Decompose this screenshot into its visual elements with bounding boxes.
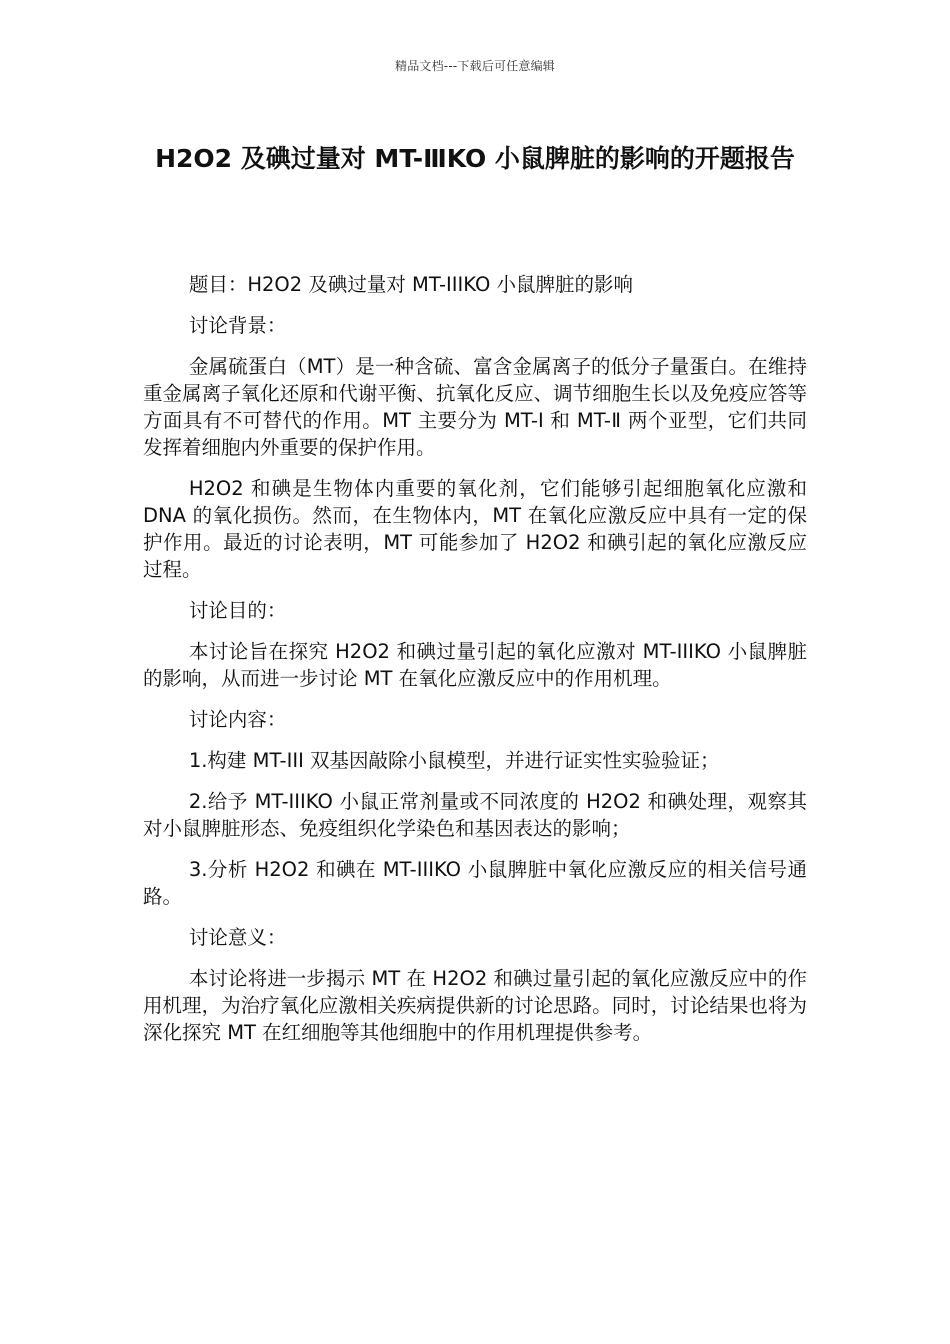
topic-line: 题目：H2O2 及碘过量对 MT-IIIKO 小鼠脾脏的影响 [188, 273, 634, 296]
section-heading-purpose: 讨论目的： [188, 599, 287, 622]
document-body [143, 271, 807, 1060]
paragraph-purpose: 本讨论旨在探究 H2O2 和碘过量引起的氧化应激对 MT-IIIKO 小鼠脾脏的影响，从而进一步讨论 MT 在氧化应激反应中的作用机理。 [143, 640, 807, 690]
paragraph-background-oxidants: H2O2 和碘是生物体内重要的氧化剂，它们能够引起细胞氧化应激和 DNA 的氧化损伤。然而，在生物体内，MT 在氧化应激反应中具有一定的保护作用。最近的讨论表明，MT 可能参加了 H2O2 和碘引起的氧化应激反应过程。 [143, 477, 807, 581]
paragraph-background-mt: 金属硫蛋白（MT）是一种含硫、富含金属离子的低分子量蛋白。在维持重金属离子氧化还原和代谢平衡、抗氧化反应、调节细胞生长以及免疫应答等方面具有不可替代的作用。MT 主要分为 MT-I 和 MT-Ⅱ 两个亚型，它们共同发挥着细胞内外重要的保护作用。 [143, 355, 807, 459]
paragraph-significance: 本讨论将进一步揭示 MT 在 H2O2 和碘过量引起的氧化应激反应中的作用机理，为治疗氧化应激相关疾病提供新的讨论思路。同时，讨论结果也将为深化探究 MT 在红细胞等其他细胞中的作用机理提供参考。 [143, 967, 807, 1044]
content-item-2: 2.给予 MT-IIIKO 小鼠正常剂量或不同浓度的 H2O2 和碘处理，观察其对小鼠脾脏形态、免疫组织化学染色和基因表达的影响； [143, 790, 807, 840]
content-item-3: 3.分析 H2O2 和碘在 MT-IIIKO 小鼠脾脏中氧化应激反应的相关信号通路。 [143, 858, 807, 908]
section-heading-background: 讨论背景： [188, 314, 287, 337]
content-item-1: 1.构建 MT-III 双基因敲除小鼠模型，并进行证实性实验验证； [188, 749, 720, 772]
document-title: H2O2 及碘过量对 MT-ⅢKO 小鼠脾脏的影响的开题报告 [155, 144, 795, 173]
section-heading-significance: 讨论意义： [188, 926, 287, 949]
header-note: 精品文档---下载后可任意编辑 [395, 59, 555, 73]
section-heading-content: 讨论内容： [188, 708, 287, 731]
